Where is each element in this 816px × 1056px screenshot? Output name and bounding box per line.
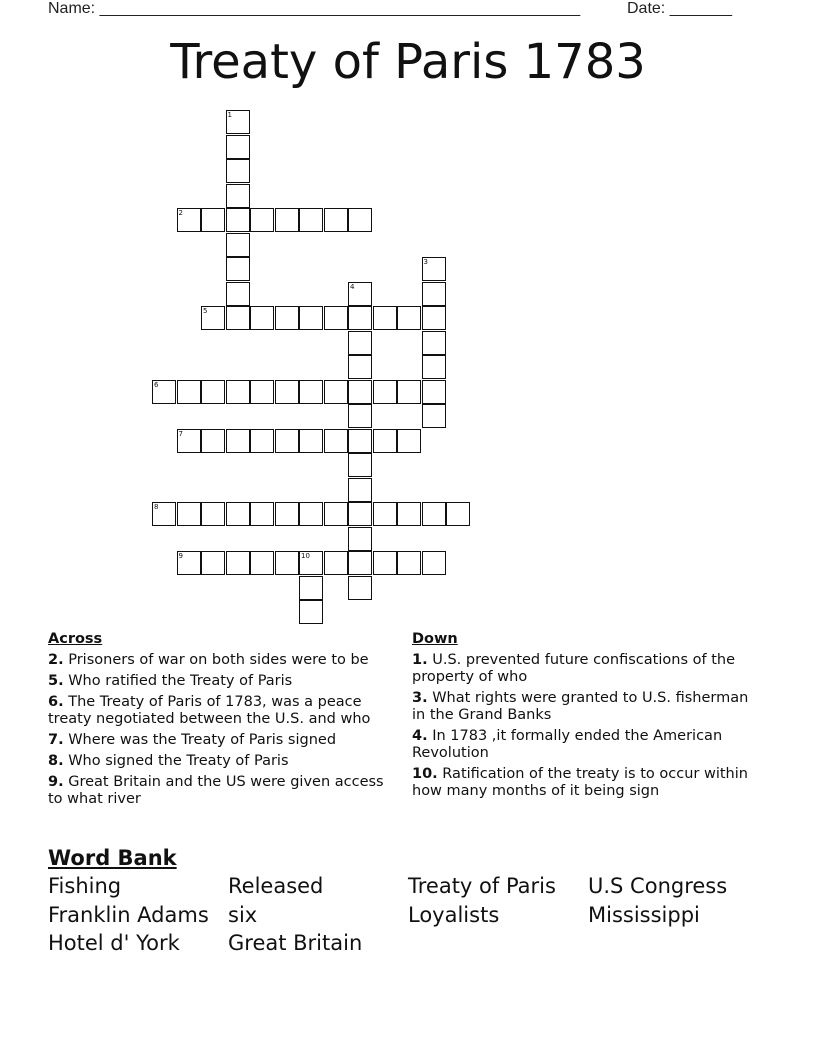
crossword-cell[interactable]: [324, 306, 348, 330]
cell-clue-number: 6: [154, 380, 159, 389]
date-label: Date: _______: [627, 0, 732, 17]
crossword-cell[interactable]: [226, 429, 250, 453]
crossword-cell[interactable]: [201, 551, 225, 575]
crossword-cell[interactable]: [250, 429, 274, 453]
crossword-cell[interactable]: [177, 551, 201, 575]
clue-text: Ratification of the treaty is to occur within how many months of it being sign: [412, 766, 748, 799]
crossword-cell[interactable]: [177, 208, 201, 232]
crossword-cell[interactable]: [152, 502, 176, 526]
crossword-cell[interactable]: [373, 551, 397, 575]
crossword-cell[interactable]: [201, 208, 225, 232]
cell-clue-number: 2: [178, 209, 183, 217]
crossword-cell[interactable]: [226, 502, 250, 526]
crossword-cell[interactable]: [348, 331, 372, 355]
cell-clue-number: 5: [203, 307, 208, 315]
crossword-cell[interactable]: [275, 429, 299, 453]
crossword-cell[interactable]: [348, 576, 372, 600]
down-clue-3: [412, 690, 762, 724]
crossword-cell[interactable]: [348, 355, 372, 379]
cell-clue-number: 3: [423, 258, 428, 266]
crossword-cell[interactable]: [397, 380, 421, 404]
crossword-cell[interactable]: [348, 551, 372, 575]
down-clue-1: [412, 652, 762, 686]
crossword-cell[interactable]: [275, 551, 299, 575]
crossword-cell[interactable]: [299, 306, 323, 330]
crossword-cell[interactable]: [152, 380, 176, 404]
clue-text: Where was the Treaty of Paris signed: [68, 732, 337, 748]
crossword-cell[interactable]: [299, 551, 323, 575]
crossword-cell[interactable]: [275, 306, 299, 330]
clue-text: Prisoners of war on both sides were to be: [68, 652, 369, 668]
word-bank-word: U.S Congress: [588, 874, 728, 898]
crossword-cell[interactable]: [201, 306, 225, 330]
name-label: Name: ______________________________________________________: [48, 0, 581, 17]
across-clues: [48, 631, 393, 812]
cell-clue-number: 1: [227, 111, 232, 119]
crossword-cell[interactable]: [324, 551, 348, 575]
crossword-cell[interactable]: [299, 429, 323, 453]
clue-number: 1.: [412, 652, 428, 668]
crossword-cell[interactable]: [226, 380, 250, 404]
word-bank-word: Franklin Adams: [48, 903, 209, 927]
word-bank-word: Treaty of Paris: [408, 874, 556, 898]
crossword-cell[interactable]: [226, 233, 250, 257]
down-heading: Down: [412, 631, 458, 647]
crossword-cell[interactable]: [422, 306, 446, 330]
word-bank-word: Released: [228, 874, 324, 898]
crossword-cell[interactable]: [201, 429, 225, 453]
crossword-cell[interactable]: [275, 208, 299, 232]
crossword-cell[interactable]: [201, 502, 225, 526]
across-heading: Across: [48, 631, 103, 647]
cell-clue-number: 10: [301, 552, 310, 560]
across-clue-6: [48, 694, 393, 728]
crossword-cell[interactable]: [348, 502, 372, 526]
clue-number: 8.: [48, 753, 64, 769]
clue-number: 2.: [48, 652, 64, 668]
crossword-cell[interactable]: [201, 380, 225, 404]
crossword-cell[interactable]: [348, 404, 372, 428]
crossword-cell[interactable]: [348, 306, 372, 330]
crossword-cell[interactable]: [397, 502, 421, 526]
crossword-cell[interactable]: [422, 404, 446, 428]
crossword-cell[interactable]: [422, 551, 446, 575]
crossword-cell[interactable]: [348, 429, 372, 453]
crossword-cell[interactable]: [226, 282, 250, 306]
crossword-cell[interactable]: [250, 380, 274, 404]
clue-text: U.S. prevented future confiscations of the property of who: [412, 652, 735, 685]
crossword-cell[interactable]: [348, 527, 372, 551]
across-clue-9: [48, 774, 393, 808]
crossword-cell[interactable]: [299, 600, 323, 624]
word-bank-word: Mississippi: [588, 903, 700, 927]
down-clues: [412, 631, 762, 804]
clue-number: 10.: [412, 766, 438, 782]
across-clue-8: [48, 753, 393, 770]
crossword-cell[interactable]: [226, 551, 250, 575]
word-bank-word: six: [228, 903, 258, 927]
crossword-cell[interactable]: [422, 257, 446, 281]
crossword-cell[interactable]: [397, 306, 421, 330]
clue-number: 7.: [48, 732, 64, 748]
crossword-cell[interactable]: [226, 159, 250, 183]
crossword-cell[interactable]: [226, 208, 250, 232]
crossword-cell[interactable]: [422, 380, 446, 404]
crossword-cell[interactable]: [177, 429, 201, 453]
crossword-cell[interactable]: [348, 478, 372, 502]
word-bank-word: Loyalists: [408, 903, 500, 927]
crossword-cell[interactable]: [177, 502, 201, 526]
crossword-cell[interactable]: [226, 184, 250, 208]
crossword-cell[interactable]: [348, 380, 372, 404]
down-clue-10: [412, 766, 762, 800]
crossword-cell[interactable]: [422, 502, 446, 526]
clue-text: The Treaty of Paris of 1783, was a peace treaty negotiated between the U.S. and who: [48, 694, 371, 727]
crossword-cell[interactable]: [275, 502, 299, 526]
crossword-cell[interactable]: [324, 380, 348, 404]
down-clue-4: [412, 728, 762, 762]
word-bank-word: Hotel d' York: [48, 931, 180, 955]
crossword-cell[interactable]: [324, 208, 348, 232]
clue-text: Who ratified the Treaty of Paris: [68, 673, 293, 689]
clue-number: 5.: [48, 673, 64, 689]
crossword-cell[interactable]: [250, 502, 274, 526]
crossword-cell[interactable]: [422, 355, 446, 379]
crossword-cell[interactable]: [299, 208, 323, 232]
cell-clue-number: 4: [350, 282, 355, 291]
clue-text: In 1783 ,it formally ended the American Revolution: [412, 728, 723, 761]
word-bank-title: Word Bank: [48, 846, 177, 870]
clue-text: Great Britain and the US were given access to what river: [48, 774, 384, 807]
across-clue-5: [48, 673, 393, 690]
word-bank-word: Great Britain: [228, 931, 363, 955]
crossword-cell[interactable]: [373, 429, 397, 453]
word-bank-word: Fishing: [48, 874, 122, 898]
crossword-cell[interactable]: [324, 429, 348, 453]
page-title: Treaty of Paris 1783: [170, 34, 646, 90]
crossword-cell[interactable]: [226, 110, 250, 134]
clue-number: 6.: [48, 694, 64, 710]
crossword-cell[interactable]: [226, 306, 250, 330]
crossword-cell[interactable]: [373, 306, 397, 330]
crossword-cell[interactable]: [324, 502, 348, 526]
crossword-cell[interactable]: [422, 282, 446, 306]
name-date-header: [0, 0, 816, 20]
crossword-cell[interactable]: [373, 380, 397, 404]
clue-text: Who signed the Treaty of Paris: [68, 753, 289, 769]
crossword-cell[interactable]: [299, 576, 323, 600]
across-clue-2: [48, 652, 393, 669]
crossword-cell[interactable]: [226, 257, 250, 281]
clue-number: 9.: [48, 774, 64, 790]
cell-clue-number: 9: [178, 552, 183, 560]
crossword-cell[interactable]: [275, 380, 299, 404]
crossword-cell[interactable]: [250, 208, 274, 232]
crossword-cell[interactable]: [299, 502, 323, 526]
crossword-cell[interactable]: [348, 453, 372, 477]
clue-number: 3.: [412, 690, 428, 706]
crossword-cell[interactable]: [250, 306, 274, 330]
crossword-cell[interactable]: [446, 502, 470, 526]
across-clue-7: [48, 732, 393, 749]
crossword-cell[interactable]: [397, 551, 421, 575]
crossword-cell[interactable]: [177, 380, 201, 404]
crossword-cell[interactable]: [397, 429, 421, 453]
clue-text: What rights were granted to U.S. fisherman in the Grand Banks: [412, 690, 749, 723]
cell-clue-number: 8: [154, 503, 159, 511]
crossword-cell[interactable]: [422, 331, 446, 355]
crossword-cell[interactable]: [250, 551, 274, 575]
clue-number: 4.: [412, 728, 428, 744]
crossword-cell[interactable]: [299, 380, 323, 404]
cell-clue-number: 7: [178, 429, 183, 438]
crossword-cell[interactable]: [373, 502, 397, 526]
crossword-cell[interactable]: [226, 135, 250, 159]
crossword-cell[interactable]: [348, 282, 372, 306]
crossword-cell[interactable]: [348, 208, 372, 232]
